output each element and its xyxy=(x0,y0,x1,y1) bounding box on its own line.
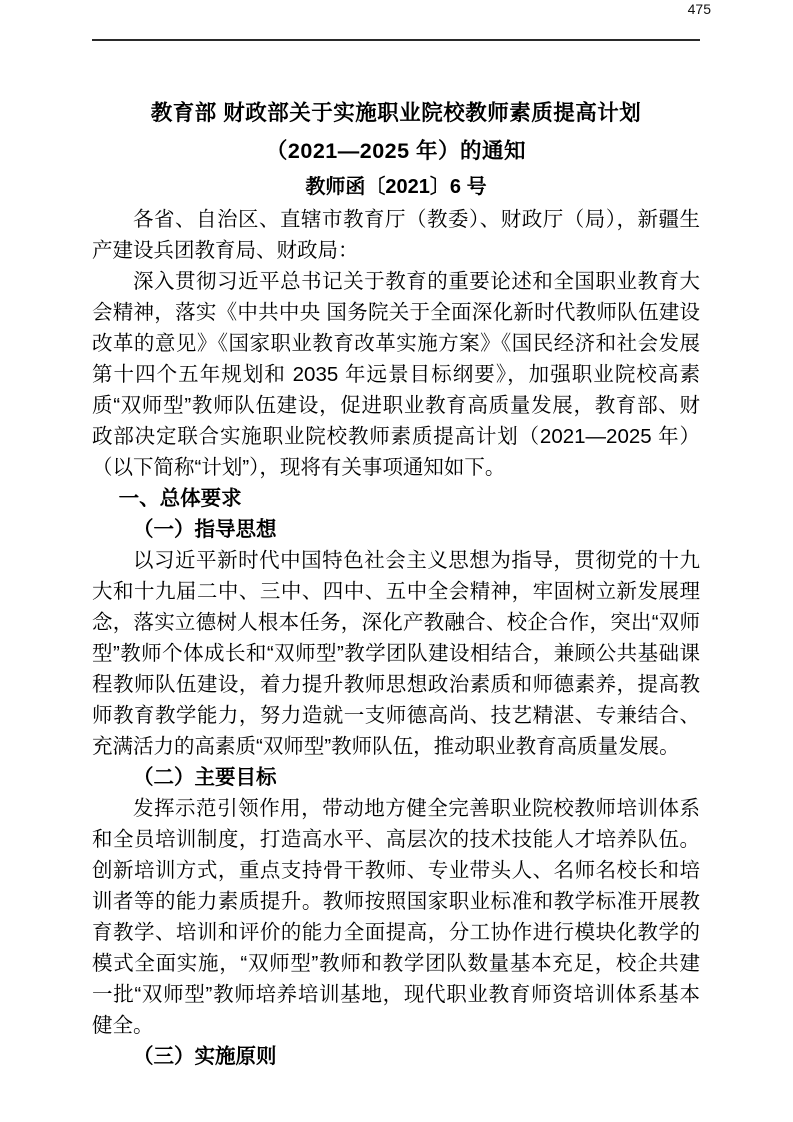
document-number: 教师函〔2021〕6 号 xyxy=(305,176,487,198)
document-title-line-2: （2021—2025 年）的通知 xyxy=(265,139,527,163)
subsection-1-1-heading: （一）指导思想 xyxy=(133,518,277,541)
subsection-1-3-heading: （三）实施原则 xyxy=(133,1045,277,1068)
document-title xyxy=(92,94,700,170)
document-title-line-1: 教育部 财政部关于实施职业院校教师素质提高计划 xyxy=(150,101,642,125)
document-content xyxy=(92,94,700,1072)
subsection-1-2-paragraph: 发挥示范引领作用，带动地方健全完善职业院校教师培训体系和全员培训制度，打造高水平、高层次的技术技能人才培养队伍。创新培训方式，重点支持骨干教师、专业带头人、名师名校长和培训者等的能力素质提升。教师按照国家职业标准和教学标准开展教育教学、培训和评价的能力全面提高，分工协作进行模块化教学的模式全面实施，“双师型”教师和教学团队数量基本充足，校企共建一批“双师型”教师培养培训基地，现代职业教育师资培训体系基本健全。 xyxy=(92,797,700,1037)
page-number: 475 xyxy=(687,1,711,17)
salutation-paragraph: 各省、自治区、直辖市教育厅（教委）、财政厅（局），新疆生产建设兵团教育局、财政局： xyxy=(92,208,700,262)
intro-paragraph: 深入贯彻习近平总书记关于教育的重要论述和全国职业教育大会精神，落实《中共中央 国务院关于全面深化新时代教师队伍建设改革的意见》《国家职业教育改革实施方案》《国民经济和社会发展第十四个五年规划和 2035 年远景目标纲要》，加强职业院校高素质“双师型”教师队伍建设，促进职业教育高质量发展，教育部、财政部决定联合实施职业院校教师素质提高计划（2021—2025 年）（以下简称“计划”），现将有关事项通知如下。 xyxy=(92,270,700,479)
subsection-1-1-paragraph: 以习近平新时代中国特色社会主义思想为指导，贯彻党的十九大和十九届二中、三中、四中、五中全会精神，牢固树立新发展理念，落实立德树人根本任务，深化产教融合、校企合作，突出“双师型”教师个体成长和“双师型”教学团队建设相结合，兼顾公共基础课程教师队伍建设，着力提升教师思想政治素质和师德素养，提高教师教育教学能力，努力造就一支师德高尚、技艺精湛、专兼结合、充满活力的高素质“双师型”教师队伍，推动职业教育高质量发展。 xyxy=(92,549,700,758)
header-rule xyxy=(92,39,700,41)
subsection-1-2-heading: （二）主要目标 xyxy=(133,766,277,789)
section-1-heading: 一、总体要求 xyxy=(118,487,242,510)
